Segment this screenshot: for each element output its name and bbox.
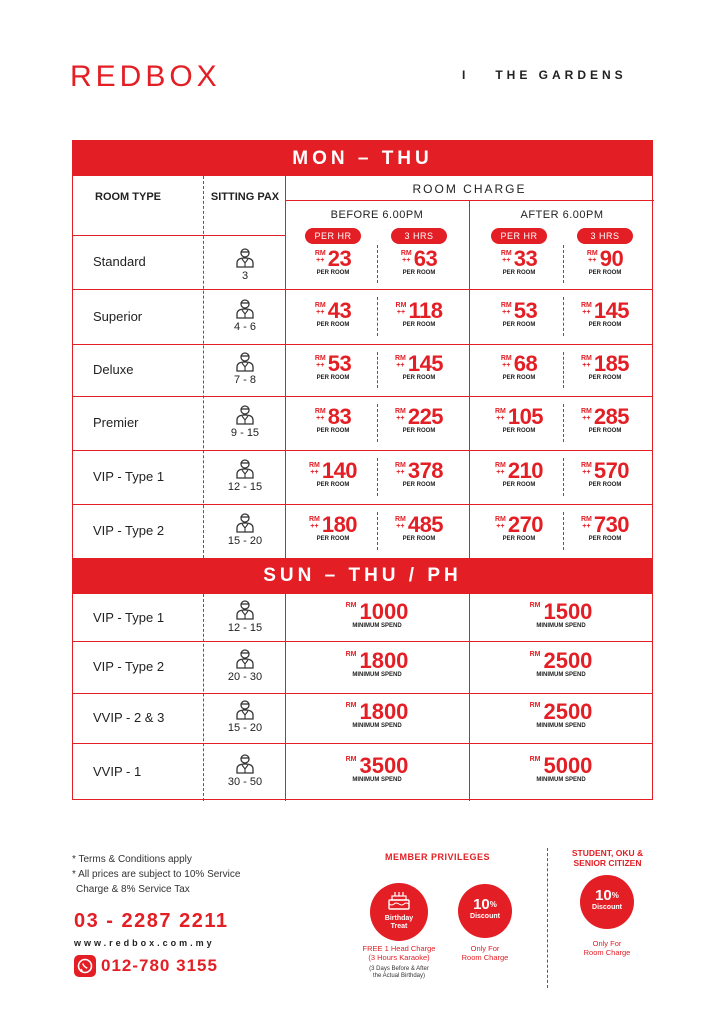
price-value: 105 xyxy=(507,404,544,429)
price-divider xyxy=(563,352,564,388)
per-room-label: PER ROOM xyxy=(402,375,436,381)
price-value: 118 xyxy=(408,297,443,323)
pax-range: 12 - 15 xyxy=(227,621,263,634)
person-icon xyxy=(236,459,254,479)
per-room-label: PER ROOM xyxy=(502,536,536,542)
room-price xyxy=(379,404,459,434)
birthday-note-2: the Actual Birthday) xyxy=(372,973,426,979)
sitting-pax-cell xyxy=(205,754,285,788)
room-type-name: VVIP - 1 xyxy=(93,764,142,779)
room-type-name: Standard xyxy=(93,254,146,269)
room-type-name: VIP - Type 1 xyxy=(93,609,165,625)
price-value: 285 xyxy=(593,404,630,429)
sitting-pax-cell xyxy=(205,299,285,333)
minimum-spend-label: MINIMUM SPEND xyxy=(536,622,586,629)
currency-label: RM ++ xyxy=(394,408,406,422)
per-room-label: PER ROOM xyxy=(402,321,436,328)
per-room-label: PER ROOM xyxy=(402,536,436,542)
minimum-spend-price xyxy=(471,753,651,783)
price-value: 1500 xyxy=(543,598,593,624)
student-discount-value: 10 xyxy=(595,887,612,904)
terms-note: * Terms & Conditions apply xyxy=(72,854,192,865)
currency-label: RM xyxy=(529,756,541,763)
pax-range: 15 - 20 xyxy=(227,722,263,734)
minimum-spend-label: MINIMUM SPEND xyxy=(352,672,402,678)
per-room-label: PER ROOM xyxy=(402,270,436,276)
minimum-spend-price xyxy=(471,699,651,729)
room-price xyxy=(379,246,459,276)
after-6pm-header: AFTER 6.00PM xyxy=(520,209,604,221)
room-price xyxy=(565,246,645,276)
person-icon xyxy=(236,700,254,720)
room-price xyxy=(479,351,559,381)
price-value: 1800 xyxy=(359,648,409,673)
price-value: 140 xyxy=(321,458,358,483)
currency-label: RM ++ xyxy=(314,355,326,369)
room-price xyxy=(565,512,645,542)
birthday-note-1: (3 Days Before & After xyxy=(369,966,429,972)
minimum-spend-label: MINIMUM SPEND xyxy=(536,777,586,783)
person-icon xyxy=(236,754,254,774)
discount-value: 10 xyxy=(473,896,490,913)
terms-notes xyxy=(72,852,240,897)
pax-range: 3 xyxy=(241,270,249,282)
room-price xyxy=(379,512,459,542)
room-type-name: VIP - Type 2 xyxy=(93,659,165,674)
price-value: 2500 xyxy=(543,699,593,724)
currency-label: RM ++ xyxy=(400,250,412,264)
price-value: 145 xyxy=(407,351,444,376)
minimum-spend-price xyxy=(287,699,467,729)
price-value: 2500 xyxy=(543,648,593,673)
student-title-2: SENIOR CITIZEN xyxy=(573,858,642,868)
price-value: 185 xyxy=(593,351,630,376)
currency-label: RM ++ xyxy=(394,516,406,530)
person-icon xyxy=(236,600,254,620)
price-divider xyxy=(563,297,564,336)
minimum-spend-label: MINIMUM SPEND xyxy=(536,723,586,729)
minimum-spend-label: MINIMUM SPEND xyxy=(352,622,402,629)
discount-desc-1: Only For xyxy=(470,944,500,953)
price-value: 3500 xyxy=(359,753,409,778)
minimum-spend-price xyxy=(471,648,651,678)
room-price xyxy=(479,458,559,488)
student-title-1: STUDENT, OKU & xyxy=(571,848,644,858)
whatsapp-icon xyxy=(74,955,96,977)
price-value: 145 xyxy=(593,297,630,323)
three-hrs-pill: 3 HRS xyxy=(391,228,447,244)
student-desc-1: Only For xyxy=(592,939,622,948)
currency-label: RM ++ xyxy=(394,355,406,369)
sitting-pax-cell xyxy=(205,649,285,683)
sitting-pax-header: SITTING PAX xyxy=(210,191,280,203)
room-charge-header: ROOM CHARGE xyxy=(412,182,527,196)
pax-range: 15 - 20 xyxy=(227,535,263,547)
per-room-label: PER ROOM xyxy=(588,536,622,542)
minimum-spend-label: MINIMUM SPEND xyxy=(352,723,402,729)
room-price xyxy=(293,246,373,276)
room-type-name: Deluxe xyxy=(93,362,134,377)
price-value: 1000 xyxy=(359,598,409,624)
price-value: 180 xyxy=(321,512,358,537)
room-price xyxy=(293,351,373,381)
pax-range: 30 - 50 xyxy=(227,776,263,788)
price-value: 53 xyxy=(513,297,538,323)
branch-label: THE GARDENS xyxy=(495,68,627,82)
price-divider xyxy=(377,297,378,336)
pax-range: 4 - 6 xyxy=(233,320,256,333)
per-room-label: PER ROOM xyxy=(588,428,622,434)
price-value: 730 xyxy=(593,512,630,537)
member-discount-desc xyxy=(445,944,525,962)
student-discount-label: Discount xyxy=(592,904,622,911)
student-discount-desc xyxy=(567,939,647,957)
price-divider xyxy=(377,512,378,550)
room-price xyxy=(479,404,559,434)
sitting-pax-cell xyxy=(205,600,285,634)
whatsapp-number: 012-780 3155 xyxy=(101,956,218,975)
per-room-label: PER ROOM xyxy=(316,375,350,381)
price-value: 5000 xyxy=(543,753,593,778)
person-icon xyxy=(236,405,254,425)
person-icon xyxy=(236,352,254,372)
price-value: 1800 xyxy=(359,699,409,724)
student-discount-badge xyxy=(580,875,634,929)
price-value: 33 xyxy=(513,246,538,271)
price-value: 378 xyxy=(407,458,444,483)
room-price xyxy=(565,351,645,381)
currency-label: RM xyxy=(345,702,357,709)
member-privileges-title: MEMBER PRIVILEGES xyxy=(385,852,491,862)
price-value: 43 xyxy=(327,297,352,323)
currency-label: RM ++ xyxy=(580,301,592,316)
room-type-name: VIP - Type 2 xyxy=(93,523,165,538)
branch-name xyxy=(462,68,627,82)
per-room-label: PER ROOM xyxy=(502,482,536,488)
student-desc-2: Room Charge xyxy=(583,948,631,957)
minimum-spend-price xyxy=(287,599,467,629)
per-room-label: PER ROOM xyxy=(316,482,350,488)
price-divider xyxy=(377,404,378,442)
currency-label: RM ++ xyxy=(500,301,512,316)
sitting-pax-cell xyxy=(205,405,285,439)
price-value: 83 xyxy=(327,404,352,429)
room-price xyxy=(479,512,559,542)
currency-label: RM ++ xyxy=(308,462,320,476)
sitting-pax-cell xyxy=(205,352,285,386)
price-value: 225 xyxy=(407,404,444,429)
per-room-label: PER ROOM xyxy=(588,321,622,328)
pax-range: 20 - 30 xyxy=(227,671,263,683)
currency-label: RM ++ xyxy=(500,355,512,369)
discount-desc-2: Room Charge xyxy=(461,953,509,962)
per-room-label: PER ROOM xyxy=(402,482,436,488)
room-price xyxy=(293,458,373,488)
per-room-label: PER ROOM xyxy=(588,482,622,488)
pax-range: 9 - 15 xyxy=(230,427,260,439)
room-type-name: Premier xyxy=(93,415,139,430)
currency-label: RM ++ xyxy=(314,408,326,422)
room-type-name: Superior xyxy=(93,308,143,324)
currency-label: RM xyxy=(529,651,541,658)
before-6pm-header: BEFORE 6.00PM xyxy=(330,209,424,221)
per-room-label: PER ROOM xyxy=(402,428,436,434)
birthday-treat-badge xyxy=(370,883,428,941)
sitting-pax-cell xyxy=(205,459,285,493)
currency-label: RM ++ xyxy=(314,250,326,264)
currency-label: RM ++ xyxy=(500,250,512,264)
minimum-spend-label: MINIMUM SPEND xyxy=(536,672,586,678)
price-divider xyxy=(563,458,564,496)
currency-label: RM ++ xyxy=(580,355,592,369)
per-room-label: PER ROOM xyxy=(502,270,536,276)
per-hr-pill: PER HR xyxy=(305,228,361,244)
currency-label: RM xyxy=(345,756,357,763)
room-price xyxy=(379,458,459,488)
price-value: 485 xyxy=(407,512,444,537)
birthday-cake-icon xyxy=(386,891,412,911)
price-value: 270 xyxy=(507,512,544,537)
pax-range: 7 - 8 xyxy=(233,374,256,386)
currency-label: RM xyxy=(529,702,541,709)
room-price xyxy=(379,298,459,328)
currency-label: RM ++ xyxy=(580,516,592,530)
per-room-label: PER ROOM xyxy=(588,270,622,276)
service-note-cont: Charge & 8% Service Tax xyxy=(76,884,190,895)
student-discount-unit: % xyxy=(611,891,619,900)
birthday-desc xyxy=(345,944,453,962)
currency-label: RM ++ xyxy=(580,462,592,476)
price-divider xyxy=(377,458,378,496)
currency-label: RM ++ xyxy=(308,516,320,530)
currency-label: RM xyxy=(529,601,541,609)
discount-label: Discount xyxy=(470,913,500,920)
per-room-label: PER ROOM xyxy=(502,321,536,328)
currency-label: RM ++ xyxy=(314,301,326,316)
discount-unit: % xyxy=(489,900,497,909)
per-room-label: PER ROOM xyxy=(316,270,350,276)
website-link[interactable]: www.redbox.com.my xyxy=(74,938,215,948)
room-price xyxy=(293,404,373,434)
per-room-label: PER ROOM xyxy=(502,375,536,381)
birthday-label: Birthday xyxy=(384,915,414,922)
currency-label: RM xyxy=(345,601,357,609)
currency-label: RM ++ xyxy=(580,408,592,422)
person-icon xyxy=(236,248,254,268)
room-price xyxy=(479,298,559,328)
minimum-spend-price xyxy=(287,753,467,783)
minimum-spend-label: MINIMUM SPEND xyxy=(352,777,402,783)
per-room-label: PER ROOM xyxy=(588,375,622,381)
room-type-header: ROOM TYPE xyxy=(95,191,162,203)
redbox-logo: REDBOX xyxy=(70,60,221,93)
minimum-spend-price xyxy=(471,599,651,629)
student-title xyxy=(555,848,660,868)
room-price xyxy=(565,458,645,488)
price-value: 23 xyxy=(327,246,352,271)
sitting-pax-cell xyxy=(205,700,285,734)
price-value: 53 xyxy=(327,351,352,376)
per-room-label: PER ROOM xyxy=(502,428,536,434)
privileges-divider xyxy=(547,848,548,988)
per-hr-pill: PER HR xyxy=(491,228,547,244)
per-room-label: PER ROOM xyxy=(316,428,350,434)
room-price xyxy=(293,298,373,328)
birthday-label-2: Treat xyxy=(390,923,408,930)
minimum-spend-price xyxy=(287,648,467,678)
person-icon xyxy=(236,513,254,533)
room-type-name: VVIP - 2 & 3 xyxy=(93,710,165,725)
price-table xyxy=(72,140,653,800)
three-hrs-pill: 3 HRS xyxy=(577,228,633,244)
currency-label: RM xyxy=(345,651,357,658)
per-room-label: PER ROOM xyxy=(316,321,350,328)
member-discount-badge xyxy=(458,884,512,938)
room-price xyxy=(565,404,645,434)
weekday-band: MON – THU xyxy=(73,141,652,176)
price-divider xyxy=(563,512,564,550)
service-note: * All prices are subject to 10% Service xyxy=(72,869,241,880)
phone-number[interactable]: 03 - 2287 2211 xyxy=(74,910,229,932)
branch-separator: I xyxy=(462,68,470,82)
currency-label: RM ++ xyxy=(494,408,506,422)
price-divider xyxy=(377,352,378,388)
currency-label: RM ++ xyxy=(394,462,406,476)
pax-range: 12 - 15 xyxy=(227,481,263,493)
sitting-pax-cell xyxy=(205,513,285,547)
room-price xyxy=(379,351,459,381)
price-value: 68 xyxy=(513,351,538,376)
whatsapp-contact[interactable] xyxy=(74,955,218,977)
birthday-note xyxy=(345,966,453,980)
person-icon xyxy=(236,649,254,669)
currency-label: RM ++ xyxy=(494,516,506,530)
room-type-name: VIP - Type 1 xyxy=(93,469,165,484)
weekend-band: SUN – THU / PH xyxy=(73,558,652,594)
room-price xyxy=(293,512,373,542)
price-value: 90 xyxy=(599,246,624,271)
sitting-pax-cell xyxy=(205,248,285,282)
currency-label: RM ++ xyxy=(586,250,598,264)
price-divider xyxy=(563,404,564,442)
per-room-label: PER ROOM xyxy=(316,536,350,542)
room-price xyxy=(479,246,559,276)
currency-label: RM ++ xyxy=(395,301,407,316)
price-value: 63 xyxy=(413,246,438,271)
price-divider xyxy=(563,245,564,283)
room-price xyxy=(565,298,645,328)
birthday-desc-2: (3 Hours Karaoke) xyxy=(368,953,430,962)
price-value: 570 xyxy=(593,458,630,483)
birthday-desc-1: FREE 1 Head Charge xyxy=(362,944,436,953)
price-value: 210 xyxy=(507,458,544,483)
price-divider xyxy=(377,245,378,283)
currency-label: RM ++ xyxy=(494,462,506,476)
person-icon xyxy=(236,299,254,319)
